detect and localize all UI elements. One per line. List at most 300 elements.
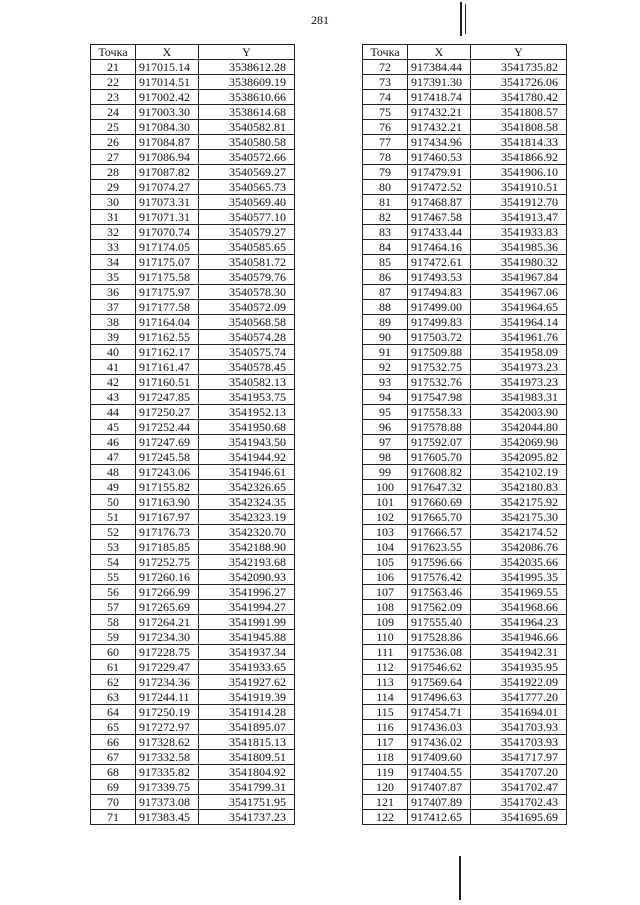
table-row xyxy=(363,195,567,210)
point-cell: 106 xyxy=(363,570,408,585)
point-cell: 56 xyxy=(91,585,136,600)
x-cell: 917467.58 xyxy=(408,210,471,225)
y-cell: 3541991.99 xyxy=(199,615,295,630)
table-row xyxy=(91,240,295,255)
x-cell: 917391.30 xyxy=(408,75,471,90)
x-cell: 917407.89 xyxy=(408,795,471,810)
point-cell: 74 xyxy=(363,90,408,105)
table-row xyxy=(363,255,567,270)
y-cell: 3540572.09 xyxy=(199,300,295,315)
table-row xyxy=(91,405,295,420)
table-row xyxy=(91,300,295,315)
x-cell: 917436.02 xyxy=(408,735,471,750)
x-cell: 917499.83 xyxy=(408,315,471,330)
x-cell: 917155.82 xyxy=(136,480,199,495)
point-cell: 100 xyxy=(363,480,408,495)
table-row xyxy=(363,690,567,705)
y-cell: 3542326.65 xyxy=(199,480,295,495)
point-cell: 107 xyxy=(363,585,408,600)
x-cell: 917404.55 xyxy=(408,765,471,780)
table-row xyxy=(363,795,567,810)
x-cell: 917071.31 xyxy=(136,210,199,225)
table-row xyxy=(91,495,295,510)
table-row xyxy=(363,345,567,360)
table-row xyxy=(363,420,567,435)
x-cell: 917496.63 xyxy=(408,690,471,705)
table-row xyxy=(363,240,567,255)
x-cell: 917247.85 xyxy=(136,390,199,405)
y-cell: 3541804.92 xyxy=(199,765,295,780)
y-cell: 3542188.90 xyxy=(199,540,295,555)
table-row xyxy=(363,675,567,690)
coordinates-table-right xyxy=(362,44,567,825)
point-cell: 80 xyxy=(363,180,408,195)
table-row xyxy=(363,465,567,480)
point-cell: 94 xyxy=(363,390,408,405)
y-cell: 3538614.68 xyxy=(199,105,295,120)
y-cell: 3538609.19 xyxy=(199,75,295,90)
x-cell: 917596.66 xyxy=(408,555,471,570)
point-cell: 92 xyxy=(363,360,408,375)
table-row xyxy=(91,60,295,75)
point-cell: 81 xyxy=(363,195,408,210)
x-cell: 917252.44 xyxy=(136,420,199,435)
x-cell: 917175.07 xyxy=(136,255,199,270)
point-cell: 58 xyxy=(91,615,136,630)
point-cell: 22 xyxy=(91,75,136,90)
y-cell: 3541946.61 xyxy=(199,465,295,480)
x-cell: 917509.88 xyxy=(408,345,471,360)
table-row xyxy=(363,150,567,165)
x-cell: 917383.45 xyxy=(136,810,199,825)
x-cell: 917608.82 xyxy=(408,465,471,480)
y-cell: 3540582.81 xyxy=(199,120,295,135)
table-row xyxy=(91,90,295,105)
point-cell: 77 xyxy=(363,135,408,150)
x-cell: 917373.08 xyxy=(136,795,199,810)
y-cell: 3541808.58 xyxy=(471,120,567,135)
x-cell: 917605.70 xyxy=(408,450,471,465)
x-cell: 917086.94 xyxy=(136,150,199,165)
table-body-left xyxy=(91,60,295,825)
point-cell: 70 xyxy=(91,795,136,810)
table-row xyxy=(363,585,567,600)
table-row xyxy=(91,195,295,210)
point-cell: 87 xyxy=(363,285,408,300)
y-cell: 3541914.28 xyxy=(199,705,295,720)
y-cell: 3540585.65 xyxy=(199,240,295,255)
point-cell: 28 xyxy=(91,165,136,180)
point-cell: 85 xyxy=(363,255,408,270)
x-cell: 917084.30 xyxy=(136,120,199,135)
x-cell: 917245.58 xyxy=(136,450,199,465)
x-cell: 917576.42 xyxy=(408,570,471,585)
y-cell: 3541967.06 xyxy=(471,285,567,300)
table-row xyxy=(363,735,567,750)
table-row xyxy=(91,360,295,375)
y-cell: 3541815.13 xyxy=(199,735,295,750)
x-cell: 917546.62 xyxy=(408,660,471,675)
point-cell: 33 xyxy=(91,240,136,255)
y-cell: 3542324.35 xyxy=(199,495,295,510)
x-cell: 917265.69 xyxy=(136,600,199,615)
x-cell: 917493.53 xyxy=(408,270,471,285)
point-cell: 73 xyxy=(363,75,408,90)
x-cell: 917499.00 xyxy=(408,300,471,315)
x-cell: 917547.98 xyxy=(408,390,471,405)
y-cell: 3541906.10 xyxy=(471,165,567,180)
table-row xyxy=(363,765,567,780)
x-cell: 917247.69 xyxy=(136,435,199,450)
y-cell: 3541961.76 xyxy=(471,330,567,345)
y-cell: 3541964.14 xyxy=(471,315,567,330)
y-cell: 3540569.27 xyxy=(199,165,295,180)
point-cell: 82 xyxy=(363,210,408,225)
x-cell: 917252.75 xyxy=(136,555,199,570)
y-cell: 3541809.51 xyxy=(199,750,295,765)
y-cell: 3541968.66 xyxy=(471,600,567,615)
table-row xyxy=(363,570,567,585)
point-cell: 34 xyxy=(91,255,136,270)
x-cell: 917185.85 xyxy=(136,540,199,555)
table-row xyxy=(363,375,567,390)
x-cell: 917558.33 xyxy=(408,405,471,420)
x-cell: 917087.82 xyxy=(136,165,199,180)
table-row xyxy=(363,525,567,540)
point-cell: 23 xyxy=(91,90,136,105)
x-cell: 917015.14 xyxy=(136,60,199,75)
y-cell: 3541945.88 xyxy=(199,630,295,645)
x-cell: 917003.30 xyxy=(136,105,199,120)
x-cell: 917647.32 xyxy=(408,480,471,495)
y-cell: 3541950.68 xyxy=(199,420,295,435)
y-cell: 3541922.09 xyxy=(471,675,567,690)
x-cell: 917162.17 xyxy=(136,345,199,360)
point-cell: 104 xyxy=(363,540,408,555)
x-cell: 917666.57 xyxy=(408,525,471,540)
x-cell: 917175.97 xyxy=(136,285,199,300)
x-cell: 917532.76 xyxy=(408,375,471,390)
point-cell: 119 xyxy=(363,765,408,780)
y-cell: 3540577.10 xyxy=(199,210,295,225)
x-cell: 917479.91 xyxy=(408,165,471,180)
y-cell: 3542323.19 xyxy=(199,510,295,525)
x-cell: 917177.58 xyxy=(136,300,199,315)
table-row xyxy=(363,750,567,765)
table-row xyxy=(91,75,295,90)
table-row xyxy=(363,165,567,180)
point-cell: 93 xyxy=(363,375,408,390)
point-cell: 46 xyxy=(91,435,136,450)
table-row xyxy=(363,360,567,375)
y-cell: 3540574.28 xyxy=(199,330,295,345)
y-cell: 3541943.50 xyxy=(199,435,295,450)
point-cell: 95 xyxy=(363,405,408,420)
x-cell: 917592.07 xyxy=(408,435,471,450)
point-cell: 98 xyxy=(363,450,408,465)
y-cell: 3541695.69 xyxy=(471,810,567,825)
table-row xyxy=(91,270,295,285)
table-row xyxy=(363,600,567,615)
table-row xyxy=(363,510,567,525)
x-cell: 917014.51 xyxy=(136,75,199,90)
table-row xyxy=(363,615,567,630)
point-cell: 109 xyxy=(363,615,408,630)
table-row xyxy=(363,435,567,450)
x-cell: 917266.99 xyxy=(136,585,199,600)
point-cell: 21 xyxy=(91,60,136,75)
point-cell: 115 xyxy=(363,705,408,720)
table-row xyxy=(91,645,295,660)
y-cell: 3541994.27 xyxy=(199,600,295,615)
point-cell: 25 xyxy=(91,120,136,135)
table-row xyxy=(91,120,295,135)
table-row xyxy=(363,390,567,405)
x-cell: 917660.69 xyxy=(408,495,471,510)
point-cell: 54 xyxy=(91,555,136,570)
x-cell: 917412.65 xyxy=(408,810,471,825)
y-cell: 3540580.58 xyxy=(199,135,295,150)
x-cell: 917623.55 xyxy=(408,540,471,555)
scan-binding-mark-top xyxy=(460,2,462,36)
point-cell: 72 xyxy=(363,60,408,75)
table-row xyxy=(91,795,295,810)
x-cell: 917162.55 xyxy=(136,330,199,345)
y-cell: 3541895.07 xyxy=(199,720,295,735)
point-cell: 49 xyxy=(91,480,136,495)
x-cell: 917468.87 xyxy=(408,195,471,210)
y-cell: 3541973.23 xyxy=(471,375,567,390)
x-cell: 917433.44 xyxy=(408,225,471,240)
x-cell: 917503.72 xyxy=(408,330,471,345)
point-cell: 40 xyxy=(91,345,136,360)
point-cell: 102 xyxy=(363,510,408,525)
x-cell: 917454.71 xyxy=(408,705,471,720)
point-cell: 41 xyxy=(91,360,136,375)
y-cell: 3541985.36 xyxy=(471,240,567,255)
table-row xyxy=(91,570,295,585)
point-cell: 53 xyxy=(91,540,136,555)
header-x: X xyxy=(408,45,471,60)
y-cell: 3540581.72 xyxy=(199,255,295,270)
y-cell: 3541814.33 xyxy=(471,135,567,150)
y-cell: 3542003.90 xyxy=(471,405,567,420)
x-cell: 917434.96 xyxy=(408,135,471,150)
point-cell: 64 xyxy=(91,705,136,720)
y-cell: 3541983.31 xyxy=(471,390,567,405)
point-cell: 122 xyxy=(363,810,408,825)
table-row xyxy=(363,720,567,735)
point-cell: 42 xyxy=(91,375,136,390)
x-cell: 917339.75 xyxy=(136,780,199,795)
table-row xyxy=(363,645,567,660)
x-cell: 917407.87 xyxy=(408,780,471,795)
x-cell: 917174.05 xyxy=(136,240,199,255)
point-cell: 30 xyxy=(91,195,136,210)
table-body-right xyxy=(363,60,567,825)
x-cell: 917563.46 xyxy=(408,585,471,600)
table-row xyxy=(91,465,295,480)
table-row xyxy=(363,300,567,315)
x-cell: 917472.61 xyxy=(408,255,471,270)
header-point: Точка xyxy=(363,45,408,60)
y-cell: 3542193.68 xyxy=(199,555,295,570)
table-row xyxy=(363,315,567,330)
y-cell: 3541726.06 xyxy=(471,75,567,90)
point-cell: 61 xyxy=(91,660,136,675)
x-cell: 917472.52 xyxy=(408,180,471,195)
point-cell: 101 xyxy=(363,495,408,510)
y-cell: 3541717.97 xyxy=(471,750,567,765)
x-cell: 917164.04 xyxy=(136,315,199,330)
table-row xyxy=(363,75,567,90)
point-cell: 62 xyxy=(91,675,136,690)
x-cell: 917555.40 xyxy=(408,615,471,630)
x-cell: 917418.74 xyxy=(408,90,471,105)
y-cell: 3541799.31 xyxy=(199,780,295,795)
table-row xyxy=(363,180,567,195)
point-cell: 36 xyxy=(91,285,136,300)
y-cell: 3541942.31 xyxy=(471,645,567,660)
point-cell: 99 xyxy=(363,465,408,480)
point-cell: 29 xyxy=(91,180,136,195)
y-cell: 3541995.35 xyxy=(471,570,567,585)
y-cell: 3542320.70 xyxy=(199,525,295,540)
point-cell: 111 xyxy=(363,645,408,660)
table-row xyxy=(91,480,295,495)
y-cell: 3542044.80 xyxy=(471,420,567,435)
y-cell: 3541913.47 xyxy=(471,210,567,225)
point-cell: 113 xyxy=(363,675,408,690)
table-row xyxy=(91,675,295,690)
y-cell: 3538610.66 xyxy=(199,90,295,105)
table-row xyxy=(363,330,567,345)
table-row xyxy=(91,510,295,525)
x-cell: 917665.70 xyxy=(408,510,471,525)
table-row xyxy=(363,135,567,150)
point-cell: 47 xyxy=(91,450,136,465)
x-cell: 917163.90 xyxy=(136,495,199,510)
table-row xyxy=(91,375,295,390)
point-cell: 39 xyxy=(91,330,136,345)
y-cell: 3540575.74 xyxy=(199,345,295,360)
table-row xyxy=(91,540,295,555)
y-cell: 3541996.27 xyxy=(199,585,295,600)
point-cell: 32 xyxy=(91,225,136,240)
table-row xyxy=(91,180,295,195)
y-cell: 3540569.40 xyxy=(199,195,295,210)
x-cell: 917073.31 xyxy=(136,195,199,210)
point-cell: 90 xyxy=(363,330,408,345)
x-cell: 917243.06 xyxy=(136,465,199,480)
y-cell: 3540579.76 xyxy=(199,270,295,285)
y-cell: 3541694.01 xyxy=(471,705,567,720)
point-cell: 116 xyxy=(363,720,408,735)
y-cell: 3542174.52 xyxy=(471,525,567,540)
point-cell: 44 xyxy=(91,405,136,420)
table-row xyxy=(363,450,567,465)
header-y: Y xyxy=(199,45,295,60)
x-cell: 917332.58 xyxy=(136,750,199,765)
y-cell: 3540568.58 xyxy=(199,315,295,330)
point-cell: 66 xyxy=(91,735,136,750)
table-row xyxy=(91,720,295,735)
table-row xyxy=(91,345,295,360)
point-cell: 88 xyxy=(363,300,408,315)
y-cell: 3542095.82 xyxy=(471,450,567,465)
table-row xyxy=(363,540,567,555)
x-cell: 917244.11 xyxy=(136,690,199,705)
x-cell: 917264.21 xyxy=(136,615,199,630)
y-cell: 3542069.90 xyxy=(471,435,567,450)
x-cell: 917460.53 xyxy=(408,150,471,165)
x-cell: 917228.75 xyxy=(136,645,199,660)
point-cell: 27 xyxy=(91,150,136,165)
y-cell: 3541703.93 xyxy=(471,735,567,750)
table-row xyxy=(363,225,567,240)
point-cell: 91 xyxy=(363,345,408,360)
y-cell: 3541702.47 xyxy=(471,780,567,795)
y-cell: 3541933.83 xyxy=(471,225,567,240)
table-row xyxy=(363,660,567,675)
y-cell: 3541927.62 xyxy=(199,675,295,690)
y-cell: 3541912.70 xyxy=(471,195,567,210)
y-cell: 3541808.57 xyxy=(471,105,567,120)
header-y: Y xyxy=(471,45,567,60)
y-cell: 3541944.92 xyxy=(199,450,295,465)
table-row xyxy=(363,405,567,420)
table-row xyxy=(91,750,295,765)
x-cell: 917335.82 xyxy=(136,765,199,780)
point-cell: 110 xyxy=(363,630,408,645)
x-cell: 917160.51 xyxy=(136,375,199,390)
point-cell: 63 xyxy=(91,690,136,705)
y-cell: 3541780.42 xyxy=(471,90,567,105)
table-row xyxy=(363,495,567,510)
x-cell: 917272.97 xyxy=(136,720,199,735)
point-cell: 38 xyxy=(91,315,136,330)
y-cell: 3541980.32 xyxy=(471,255,567,270)
x-cell: 917432.21 xyxy=(408,105,471,120)
x-cell: 917260.16 xyxy=(136,570,199,585)
x-cell: 917176.73 xyxy=(136,525,199,540)
y-cell: 3541777.20 xyxy=(471,690,567,705)
point-cell: 105 xyxy=(363,555,408,570)
y-cell: 3541964.23 xyxy=(471,615,567,630)
scan-binding-mark-bottom xyxy=(459,856,461,900)
x-cell: 917528.86 xyxy=(408,630,471,645)
table-row xyxy=(363,270,567,285)
table-row xyxy=(91,630,295,645)
x-cell: 917161.47 xyxy=(136,360,199,375)
point-cell: 31 xyxy=(91,210,136,225)
x-cell: 917578.88 xyxy=(408,420,471,435)
y-cell: 3540572.66 xyxy=(199,150,295,165)
point-cell: 97 xyxy=(363,435,408,450)
table-row xyxy=(363,630,567,645)
x-cell: 917229.47 xyxy=(136,660,199,675)
y-cell: 3541737.23 xyxy=(199,810,295,825)
point-cell: 55 xyxy=(91,570,136,585)
y-cell: 3542180.83 xyxy=(471,480,567,495)
point-cell: 89 xyxy=(363,315,408,330)
y-cell: 3541703.93 xyxy=(471,720,567,735)
y-cell: 3538612.28 xyxy=(199,60,295,75)
y-cell: 3541964.65 xyxy=(471,300,567,315)
point-cell: 45 xyxy=(91,420,136,435)
y-cell: 3541946.66 xyxy=(471,630,567,645)
x-cell: 917409.60 xyxy=(408,750,471,765)
